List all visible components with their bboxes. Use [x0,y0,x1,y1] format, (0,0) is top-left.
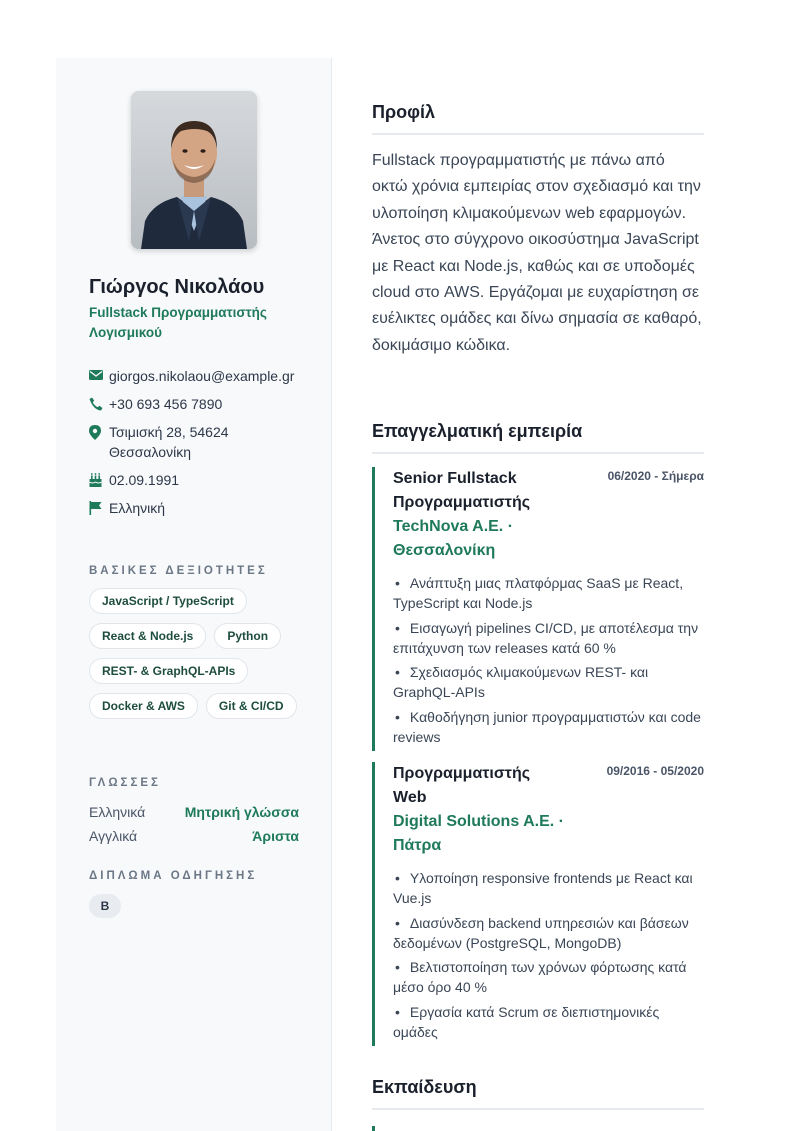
birthdate-text: 02.09.1991 [109,472,180,488]
job-dates: 06/2020 - Σήμερα [607,469,704,483]
job-title: Fullstack Προγραμματιστής Λογισμικού [89,305,267,340]
language-row [89,800,299,824]
skill-chip: JavaScript / TypeScript [89,588,247,614]
job-bullet: • Ανάπτυξη μιας πλατφόρμας SaaS με React, TypeScript και Node.js [393,575,684,611]
job-bullet: • Διασύνδεση backend υπηρεσιών και βάσεων δεδομένων (PostgreSQL, MongoDB) [393,914,689,951]
job-bullet: • Καθοδήγηση junior προγραμματιστών και code reviews [393,708,701,745]
job-bullet-text: Ανάπτυξη μιας πλατφόρμας SaaS με React, TypeScript και Node.js [393,575,684,611]
contact-nationality [89,498,304,518]
language-row [89,824,299,848]
profile-photo [131,91,257,249]
nationality-text: Ελληνική [109,500,166,516]
languages-heading: ΓΛΩΣΣΕΣ [89,777,161,789]
job-role: Senior Fullstack Προγραμματιστής [393,470,531,511]
experience-header [393,762,704,858]
license-badge: B [89,894,121,918]
contact-phone [89,394,304,414]
education-heading: Εκπαίδευση [372,1077,704,1110]
cake-icon [89,470,109,487]
profile-summary: Fullstack προγραμματιστής με πάνω από οκτώ χρόνια εμπειρίας στον σχεδιασμό και την υλοποίηση κλιμακούμενων web εφαρμογών. Άνετος στο σύγχρονο οικοσύστημα JavaScript με React και Node.js, καθώς και σε υποδομές cloud στο AWS. Εργάζομαι με ευχαρίστηση σε ευέλικτες ομάδες και δίνω σημασία σε καθαρό, δοκιμάσιμο κώδικα. [372,152,702,354]
job-bullet: • Υλοποίηση responsive frontends με React και Vue.js [393,870,693,906]
language-level: Άριστα [252,828,299,844]
profile-heading: Προφίλ [372,102,704,135]
job-bullets [393,868,704,1042]
job-bullet: • Σχεδιασμός κλιμακούμενων REST- και GraphQL-APIs [393,664,649,700]
job-bullet-text: Σχεδιασμός κλιμακούμενων REST- και GraphQL-APIs [393,664,649,700]
phone-icon [89,394,109,411]
job-bullets [393,573,704,747]
job-bullet-text: Εισαγωγή pipelines CI/CD, με αποτέλεσμα την επιτάχυνση των releases κατά 60 % [393,619,699,656]
skill-chip: Docker & AWS [89,693,198,719]
skill-chip: Git & CI/CD [206,693,297,719]
job-bullet: • Εισαγωγή pipelines CI/CD, με αποτέλεσμα την επιτάχυνση των releases κατά 60 % [393,619,699,656]
job-role: Προγραμματιστής Web [393,765,531,806]
address-text: Τσιμισκή 28, 54624 Θεσσαλονίκη [109,424,229,460]
job-company: Digital Solutions A.E. · Πάτρα [393,813,564,854]
contact-list [89,366,304,526]
skill-chip: React & Node.js [89,623,206,649]
envelope-icon [89,366,109,381]
email-text[interactable]: giorgos.nikolaou@example.gr [109,368,295,384]
contact-address [89,422,304,462]
sidebar [56,58,332,1131]
contact-email [89,366,304,386]
skills-heading: ΒΑΣΙΚΕΣ ΔΕΞΙΟΤΗΤΕΣ [89,565,268,577]
experience-header [393,467,704,563]
job-dates: 09/2016 - 05/2020 [606,764,704,778]
languages-list [89,800,299,848]
language-name: Ελληνικά [89,804,146,820]
job-bullet: • Βελτιστοποίηση των χρόνων φόρτωσης κατά μέσο όρο 40 % [393,959,687,995]
person-name: Γιώργος Νικολάου [89,276,265,298]
skills-list [89,588,309,719]
license-heading: ΔΙΠΛΩΜΑ ΟΔΗΓΗΣΗΣ [89,870,258,882]
contact-birthdate [89,470,304,490]
flag-icon [89,498,109,515]
job-bullet: • Εργασία κατά Scrum σε διεπιστημονικές ομάδες [393,1003,660,1040]
education-entry [372,1126,704,1131]
experience-entry [372,467,704,751]
job-bullet-text: Διασύνδεση backend υπηρεσιών και βάσεων δεδομένων (PostgreSQL, MongoDB) [393,914,689,951]
experience-entry [372,762,704,1046]
job-bullet-text: Υλοποίηση responsive frontends με React και Vue.js [393,870,693,906]
skill-chip: Python [214,623,281,649]
phone-text[interactable]: +30 693 456 7890 [109,396,223,412]
job-bullet-text: Εργασία κατά Scrum σε διεπιστημονικές ομάδες [393,1003,660,1040]
job-bullet-text: Καθοδήγηση junior προγραμματιστών και code reviews [393,708,701,745]
map-pin-icon [89,422,109,440]
experience-heading: Επαγγελματική εμπειρία [372,421,704,454]
job-company: TechNova A.E. · Θεσσαλονίκη [393,518,514,559]
skill-chip: REST- & GraphQL-APIs [89,658,248,684]
language-name: Αγγλικά [89,828,138,844]
language-level: Μητρική γλώσσα [184,804,299,820]
job-bullet-text: Βελτιστοποίηση των χρόνων φόρτωσης κατά μέσο όρο 40 % [393,959,687,995]
